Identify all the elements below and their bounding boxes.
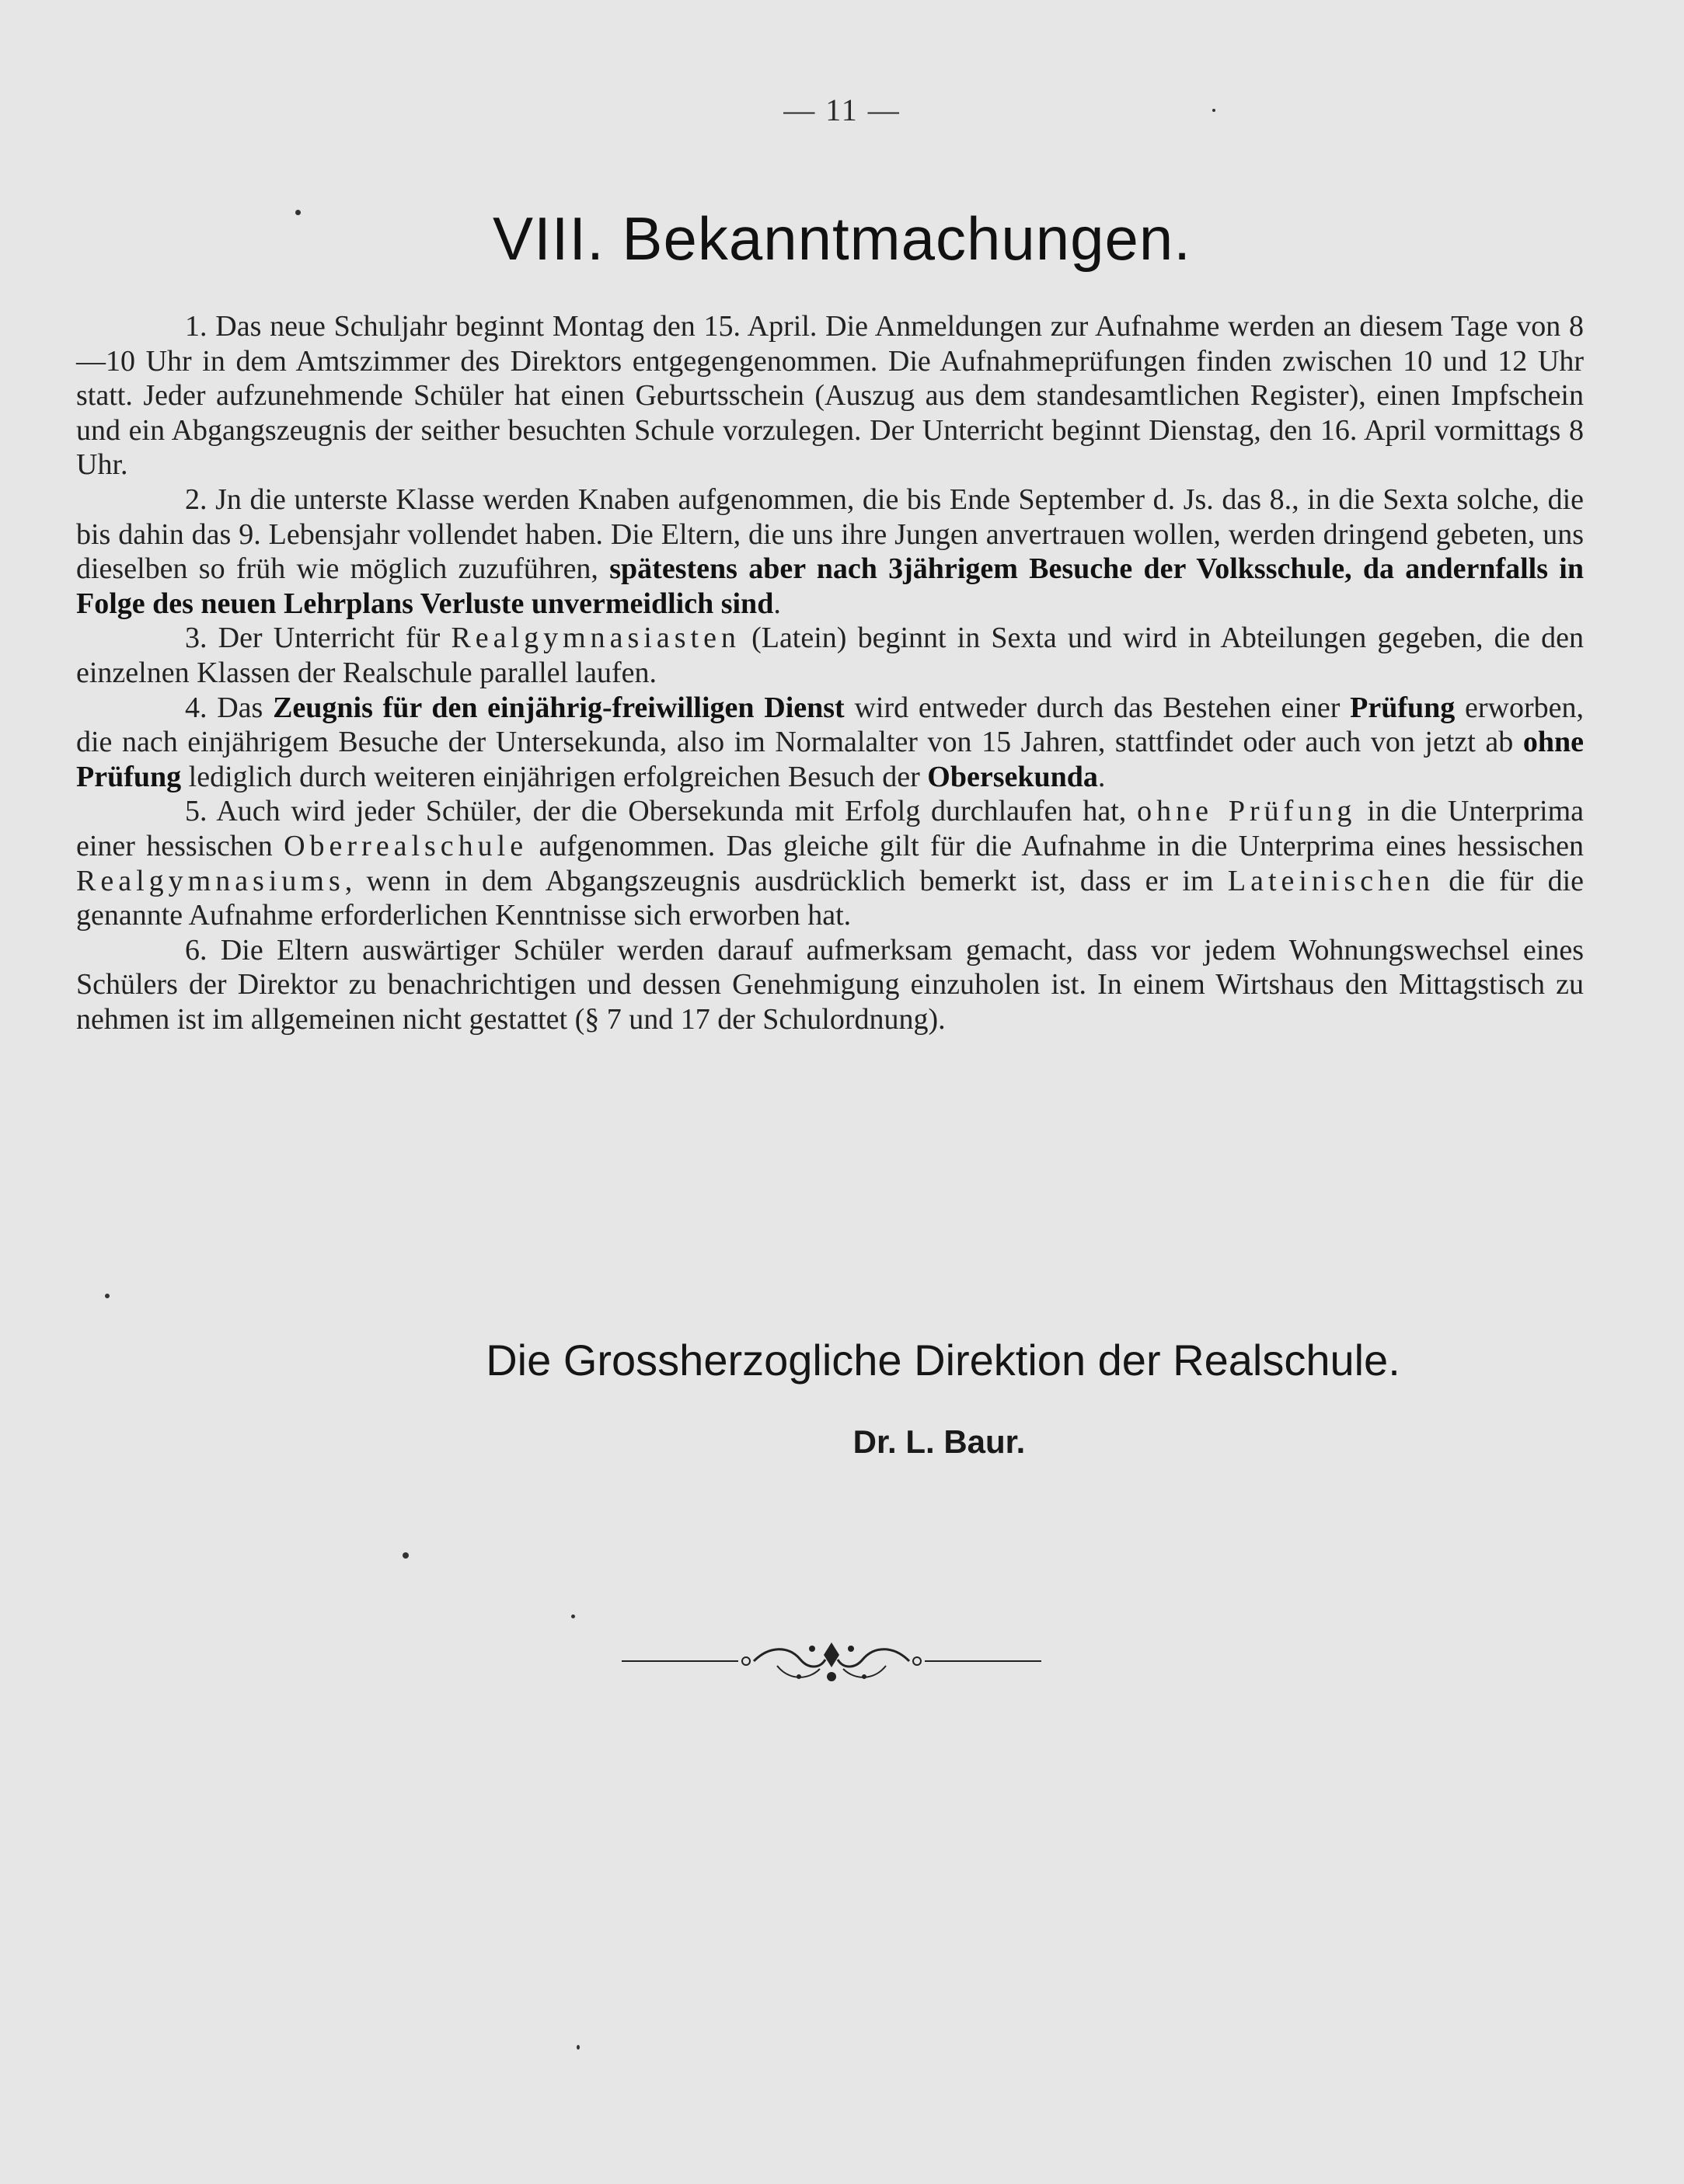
- paragraph-4-c: wird entweder durch das Bestehen einer: [854, 691, 1341, 724]
- paragraph-4-bold-2: Prüfung: [1350, 691, 1456, 724]
- paragraph-3-a: 3. Der Unterricht für: [185, 622, 441, 655]
- paragraph-4-bold-1: Zeugnis für den einjährig-freiwilligen Dienst: [273, 691, 845, 724]
- section-heading: VIII. Bekanntmachungen.: [493, 204, 1191, 273]
- paragraph-4-bold-3: ohne Prüfung: [76, 726, 1584, 793]
- print-speck: [403, 1552, 409, 1559]
- paragraph-3-b: (Latein) beginnt in Sexta und wird in Abteilungen gegeben, die den einzelnen Klassen der Realschule parallel laufen.: [76, 622, 1585, 689]
- print-speck: [295, 210, 301, 215]
- paragraph-5-c: aufgenommen. Das gleiche gilt für die Aufnahme in die Unterprima eines hessischen: [539, 829, 1585, 862]
- paragraph-2-text: 2. Jn die unterste Klasse werden Knaben aufgenommen, die bis Ende September d. Js. das 8., in die Sexta solche, die bis dahin das 9. Lebensjahr vollendet haben. Die Eltern, die uns ihre Jungen anvertrauen wollen, werden dringend gebeten, uns dieselben so früh wie möglich zuzuführen,: [76, 482, 1584, 586]
- paragraph-5: [76, 794, 1584, 932]
- paragraph-4: [76, 691, 1584, 795]
- paragraph-5-spaced-3: Realgymnasiums: [76, 864, 345, 897]
- paragraph-5-e: die für die genannte Aufnahme erforderlichen Kenntnisse sich erworben hat.: [76, 864, 1584, 932]
- paragraph-5-spaced-4: Lateinischen: [1227, 864, 1435, 897]
- paragraph-6: 6. Die Eltern auswärtiger Schüler werden darauf aufmerksam gemacht, dass vor jedem Wohnungswechsel eines Schülers der Direktor zu benachrichtigen und dessen Genehmigung einzuholen ist. In einem Wirtshaus den Mittagstisch zu nehmen ist im allgemeinen nicht gestattet (§ 7 und 17 der Schulordnung).: [76, 933, 1584, 1036]
- signer-name: Dr. L. Baur.: [852, 1423, 1026, 1460]
- paragraph-4-e: lediglich durch weiteren einjährigen erfolgreichen Besuch der: [188, 760, 920, 793]
- paragraph-3: [76, 621, 1584, 690]
- paragraph-2-end: .: [773, 587, 781, 620]
- paragraph-4-a: 4. Das: [185, 691, 263, 724]
- signature-institution: Die Grossherzogliche Direktion der Realschule.: [486, 1336, 1400, 1385]
- paragraph-5-d: , wenn in dem Abgangszeugnis ausdrücklich bemerkt ist, dass er im: [344, 864, 1214, 897]
- paragraph-1: 1. Das neue Schuljahr beginnt Montag den 15. April. Die Anmeldungen zur Aufnahme werden an diesem Tage von 8—10 Uhr in dem Amtszimmer des Direktors entgegengenommen. Die Aufnahmeprüfungen finden zwischen 10 und 12 Uhr statt. Jeder aufzunehmende Schüler hat einen Geburtsschein (Auszug aus dem standesamtlichen Register), einen Impfschein und ein Abgangszeugnis der seither besuchten Schule vorzulegen. Der Unterricht beginnt Dienstag, den 16. April vormittags 8 Uhr.: [76, 310, 1584, 482]
- paragraph-3-spaced: Realgymnasiasten: [451, 622, 741, 655]
- paragraph-5-a: 5. Auch wird jeder Schüler, der die Obersekunda mit Erfolg durchlaufen hat,: [185, 795, 1127, 828]
- paragraph-4-f: .: [1097, 760, 1106, 793]
- print-speck: [577, 2045, 580, 2050]
- print-speck: [571, 1614, 575, 1618]
- announcements-body: [76, 309, 1584, 1036]
- paragraph-2: [76, 482, 1584, 621]
- paragraph-2-bold: spätestens aber nach 3jährigem Besuche der Volksschule, da andernfalls in Folge des neuen Lehrplans Verluste unvermeidlich sind: [76, 552, 1584, 620]
- paragraph-4-bold-4: Obersekunda: [927, 760, 1098, 793]
- print-speck: [1212, 109, 1215, 112]
- print-speck: [105, 1294, 110, 1298]
- page-number: — 11 —: [783, 92, 901, 127]
- paragraph-4-d: erworben, die nach einjährigem Besuche der Untersekunda, also im Normalalter von 15 Jahren, stattfindet oder auch von jetzt ab: [76, 691, 1584, 759]
- paragraph-5-spaced-1: ohne Prüfung: [1137, 795, 1357, 828]
- paragraph-5-spaced-2: Oberrealschule: [284, 829, 528, 862]
- ornamental-divider-icon: [622, 1638, 1041, 1692]
- paragraph-5-b: in die Unterprima einer hessischen: [76, 795, 1585, 862]
